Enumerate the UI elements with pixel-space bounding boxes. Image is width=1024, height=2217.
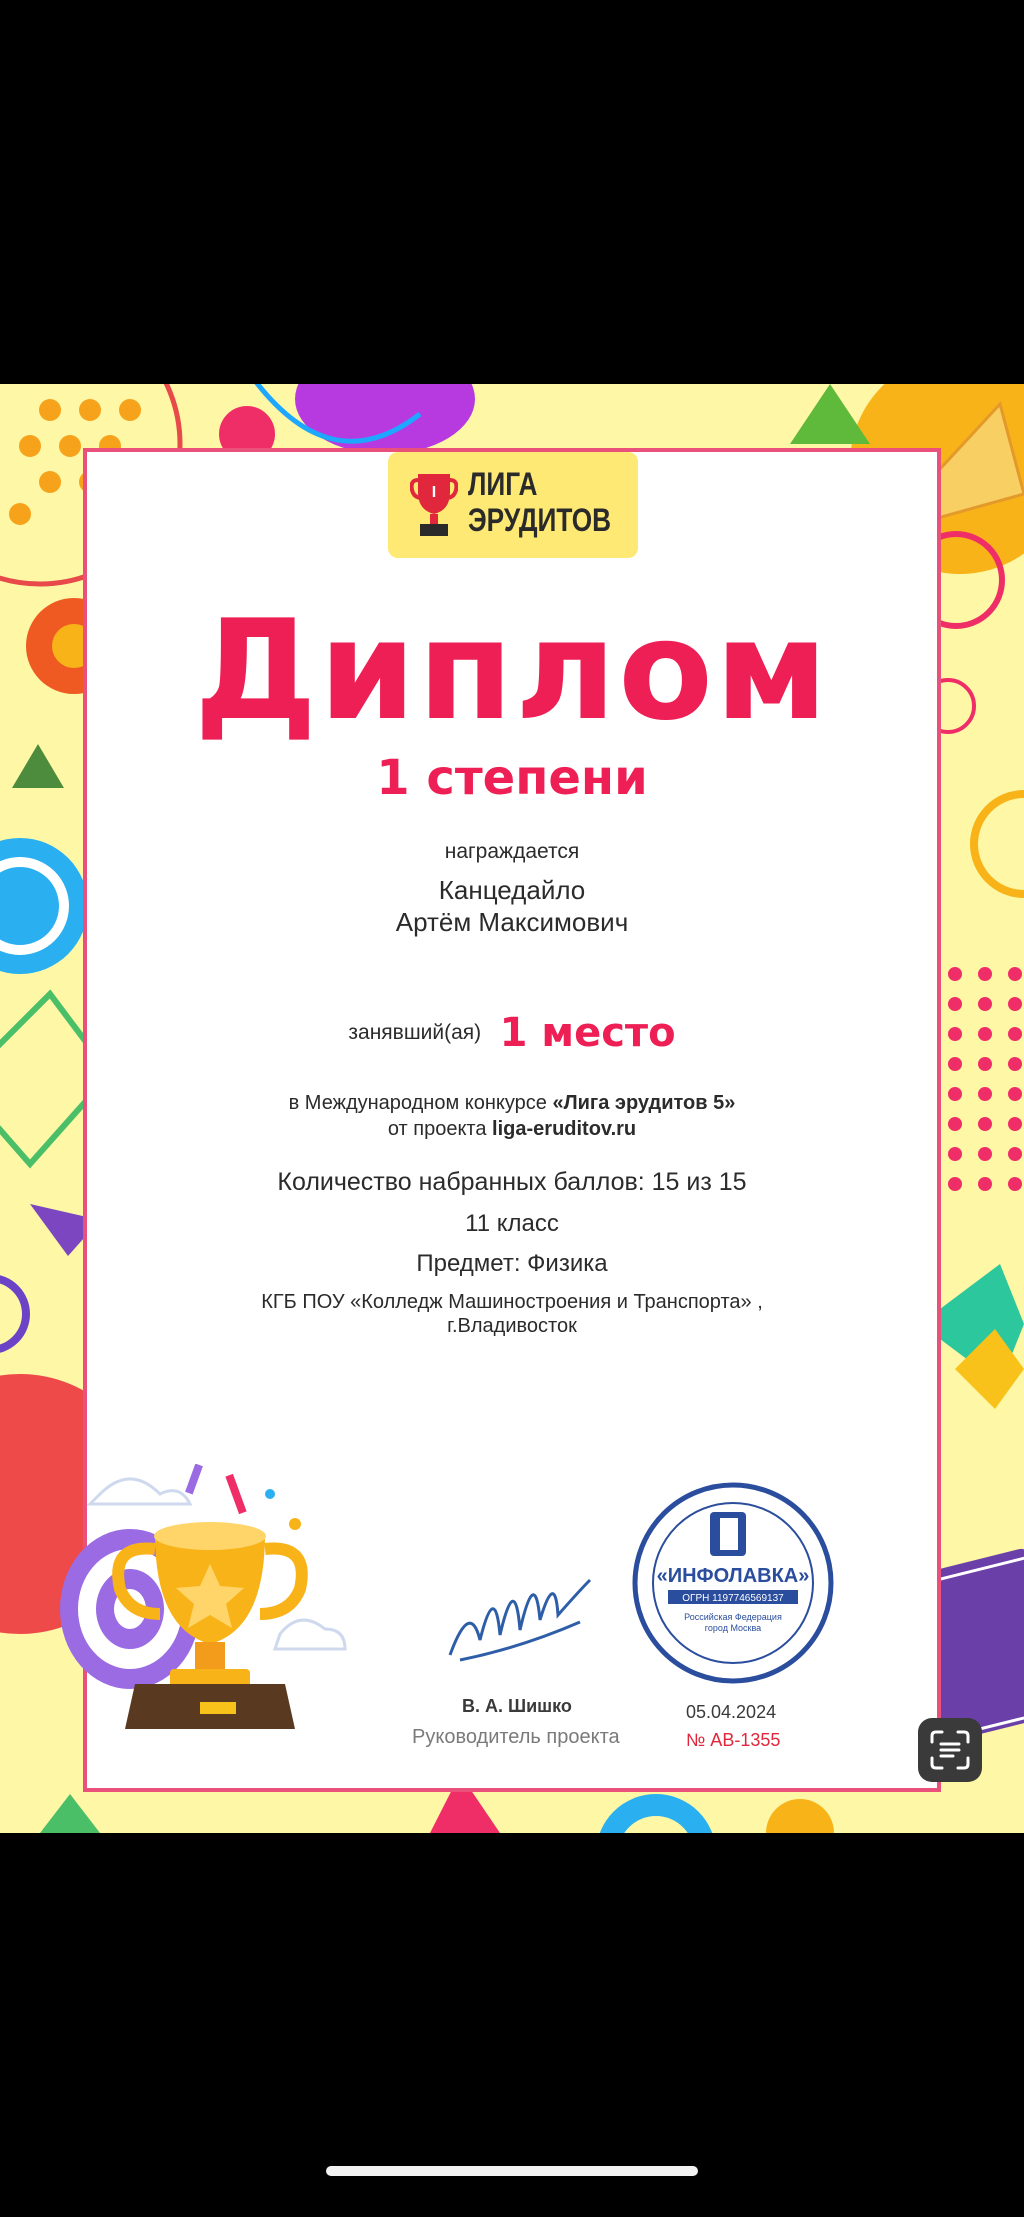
trophy-icon <box>410 470 458 540</box>
handwritten-signature <box>440 1560 600 1670</box>
subject-text: Предмет: Физика <box>416 1250 608 1277</box>
stamp-line-2: город Москва <box>704 1623 762 1633</box>
trophy-illustration <box>40 1464 370 1794</box>
project-prefix: от проекта <box>387 1118 493 1140</box>
liga-eruditov-logo <box>388 452 638 558</box>
certificate-image <box>0 384 1024 1833</box>
contest-name: «Лига эрудитов 5» <box>552 1092 736 1114</box>
school-line-2: г.Владивосток <box>447 1315 577 1337</box>
school-text <box>0 1290 1024 1338</box>
logo-line-1: ЛИГА <box>468 466 538 502</box>
organization-stamp <box>628 1478 838 1688</box>
certificate-number: № АВ-1355 <box>686 1730 781 1750</box>
diploma-degree: 1 степени <box>376 750 648 806</box>
live-text-scan-icon <box>918 1718 982 1782</box>
stamp-ogrn: ОГРН 1197746569137 <box>682 1593 784 1604</box>
place-row <box>0 1010 1024 1056</box>
home-indicator[interactable] <box>326 2166 698 2176</box>
logo-line-2: ЭРУДИТОВ <box>468 502 612 538</box>
grade-text: 11 класс <box>465 1210 559 1237</box>
recipient-surname: Канцедайло <box>438 875 586 905</box>
score-text: Количество набранных баллов: 15 из 15 <box>277 1168 747 1196</box>
contest-prefix: в Международном конкурсе <box>288 1092 553 1114</box>
school-line-1: КГБ ПОУ «Колледж Машиностроения и Транспорта» , <box>261 1291 763 1313</box>
stamp-name: «ИНФОЛАВКА» <box>656 1565 810 1587</box>
signatory-role: Руководитель проекта <box>412 1726 620 1748</box>
signatory-name: В. А. Шишко <box>462 1696 572 1716</box>
diploma-title: Диплом <box>194 590 830 751</box>
recipient-given-names: Артём Максимович <box>395 907 629 937</box>
live-text-scan-button[interactable] <box>918 1718 982 1782</box>
logo-text <box>468 466 611 538</box>
place-value: 1 место <box>499 1010 676 1056</box>
awarded-label: награждается <box>444 840 580 863</box>
issue-date: 05.04.2024 <box>686 1702 777 1722</box>
project-site: liga-eruditov.ru <box>492 1118 637 1140</box>
recipient-name <box>0 874 1024 938</box>
place-label: занявший(ая) <box>348 1021 482 1044</box>
svg-text:I: I <box>431 484 437 501</box>
stamp-line-1: Российская Федерация <box>684 1612 782 1622</box>
contest-info <box>0 1090 1024 1142</box>
